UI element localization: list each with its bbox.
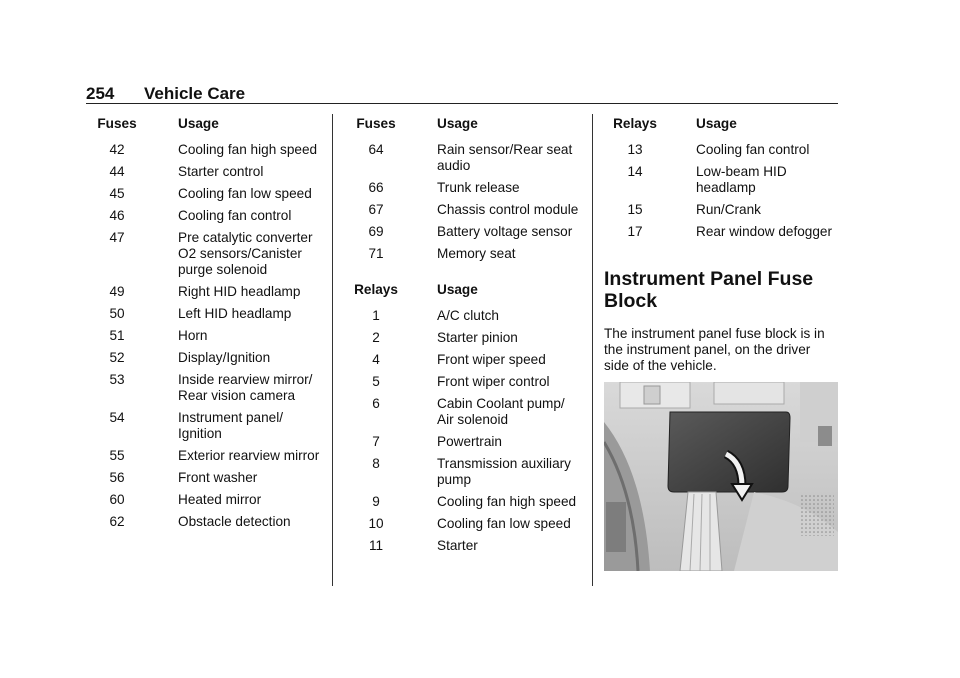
column-divider-2 bbox=[592, 114, 593, 586]
row-number: 13 bbox=[627, 142, 643, 157]
row-number: 55 bbox=[109, 448, 125, 463]
row-usage: Cooling fan high speed bbox=[437, 494, 577, 509]
table-row bbox=[86, 470, 322, 492]
fuse-block-cover-photo bbox=[604, 382, 838, 571]
table-row bbox=[604, 164, 840, 202]
row-usage: Cooling fan high speed bbox=[178, 142, 318, 157]
table-row bbox=[345, 180, 581, 202]
row-number: 2 bbox=[372, 330, 380, 345]
row-usage: Pre catalytic converter O2 sensors/Canister purge solenoid bbox=[178, 230, 313, 277]
row-number: 64 bbox=[368, 142, 384, 157]
table-row bbox=[345, 374, 581, 396]
table-row bbox=[345, 538, 581, 560]
table-row bbox=[86, 350, 322, 372]
fuse-block-photo-illustration bbox=[604, 382, 838, 571]
usage-header: Usage bbox=[696, 116, 737, 131]
row-usage: Chassis control module bbox=[437, 202, 579, 217]
relays-table-1 bbox=[345, 282, 581, 560]
row-usage: Transmission auxiliary pump bbox=[437, 456, 571, 487]
row-usage: Inside rearview mirror/ Rear vision camera bbox=[178, 372, 313, 403]
row-number: 47 bbox=[109, 230, 125, 245]
table-row bbox=[86, 448, 322, 470]
row-usage: Front wiper control bbox=[437, 374, 550, 389]
table-row bbox=[86, 372, 322, 410]
table-row bbox=[86, 328, 322, 350]
relays-table-2 bbox=[604, 116, 840, 246]
page-number: 254 bbox=[86, 84, 115, 103]
table-row bbox=[345, 224, 581, 246]
body-paragraph: The instrument panel fuse block is in the instrument panel, on the driver side of the vehicle. bbox=[604, 326, 825, 373]
row-usage: Right HID headlamp bbox=[178, 284, 301, 299]
table-row bbox=[345, 516, 581, 538]
column-divider-1 bbox=[332, 114, 333, 586]
row-usage: Rain sensor/Rear seat audio bbox=[437, 142, 573, 173]
section-title-header: Vehicle Care bbox=[144, 84, 246, 103]
table-row bbox=[345, 246, 581, 268]
table-row bbox=[604, 202, 840, 224]
row-number: 10 bbox=[368, 516, 384, 531]
row-number: 17 bbox=[627, 224, 643, 239]
row-usage: Cabin Coolant pump/ Air solenoid bbox=[437, 396, 565, 427]
row-number: 53 bbox=[109, 372, 125, 387]
table-row bbox=[86, 164, 322, 186]
row-usage: Trunk release bbox=[437, 180, 520, 195]
row-usage: Run/Crank bbox=[696, 202, 761, 217]
row-usage: Battery voltage sensor bbox=[437, 224, 573, 239]
row-number: 46 bbox=[109, 208, 125, 223]
row-usage: Starter pinion bbox=[437, 330, 518, 345]
table-row bbox=[345, 456, 581, 494]
row-number: 4 bbox=[372, 352, 380, 367]
row-number: 60 bbox=[109, 492, 125, 507]
row-number: 45 bbox=[109, 186, 125, 201]
row-usage: Exterior rearview mirror bbox=[178, 448, 320, 463]
table-row bbox=[86, 514, 322, 536]
table-row bbox=[345, 202, 581, 224]
row-usage: Front washer bbox=[178, 470, 258, 485]
table-row bbox=[86, 306, 322, 328]
row-usage: Instrument panel/ Ignition bbox=[178, 410, 284, 441]
row-number: 71 bbox=[368, 246, 384, 261]
row-number: 52 bbox=[109, 350, 125, 365]
row-number: 11 bbox=[368, 538, 384, 553]
table-row bbox=[345, 434, 581, 456]
relays-header: Relays bbox=[613, 116, 657, 131]
usage-header: Usage bbox=[437, 282, 478, 297]
row-number: 56 bbox=[109, 470, 125, 485]
usage-header: Usage bbox=[178, 116, 219, 131]
row-usage: Cooling fan control bbox=[696, 142, 810, 157]
column-2 bbox=[345, 116, 581, 560]
row-usage: Front wiper speed bbox=[437, 352, 546, 367]
row-number: 7 bbox=[372, 434, 380, 449]
table-row bbox=[345, 494, 581, 516]
row-usage: A/C clutch bbox=[437, 308, 499, 323]
row-number: 51 bbox=[109, 328, 125, 343]
row-number: 69 bbox=[368, 224, 384, 239]
fuses-header: Fuses bbox=[97, 116, 137, 131]
fuses-table-1 bbox=[86, 116, 322, 536]
row-number: 54 bbox=[109, 410, 125, 425]
table-row bbox=[604, 142, 840, 164]
row-usage: Starter control bbox=[178, 164, 264, 179]
row-number: 6 bbox=[372, 396, 380, 411]
row-usage: Memory seat bbox=[437, 246, 516, 261]
row-usage: Starter bbox=[437, 538, 478, 553]
row-number: 14 bbox=[627, 164, 643, 179]
table-row bbox=[345, 352, 581, 374]
fuses-table-1-body bbox=[86, 142, 322, 536]
row-number: 5 bbox=[372, 374, 380, 389]
row-usage: Obstacle detection bbox=[178, 514, 291, 529]
row-usage: Display/Ignition bbox=[178, 350, 271, 365]
row-usage: Powertrain bbox=[437, 434, 502, 449]
table-row bbox=[86, 410, 322, 448]
fuses-table-2 bbox=[345, 116, 581, 268]
usage-header: Usage bbox=[437, 116, 478, 131]
row-number: 67 bbox=[368, 202, 384, 217]
row-number: 44 bbox=[109, 164, 125, 179]
row-usage: Cooling fan low speed bbox=[437, 516, 571, 531]
section-heading: Instrument Panel Fuse Block bbox=[604, 268, 814, 312]
row-usage: Left HID headlamp bbox=[178, 306, 292, 321]
table-row bbox=[86, 492, 322, 514]
fuses-table-2-body bbox=[345, 142, 581, 268]
relays-table-1-body bbox=[345, 308, 581, 560]
relays-table-2-body bbox=[604, 142, 840, 246]
row-usage: Horn bbox=[178, 328, 208, 343]
row-usage: Cooling fan control bbox=[178, 208, 292, 223]
column-1 bbox=[86, 116, 322, 536]
table-row bbox=[86, 142, 322, 164]
table-row bbox=[604, 224, 840, 246]
row-number: 15 bbox=[627, 202, 643, 217]
table-row bbox=[345, 308, 581, 330]
table-row bbox=[345, 142, 581, 180]
fuses-header: Fuses bbox=[356, 116, 396, 131]
row-number: 50 bbox=[109, 306, 125, 321]
row-usage: Cooling fan low speed bbox=[178, 186, 312, 201]
row-number: 66 bbox=[368, 180, 384, 195]
table-row bbox=[86, 208, 322, 230]
table-row bbox=[345, 396, 581, 434]
row-number: 9 bbox=[372, 494, 380, 509]
row-usage: Low-beam HID headlamp bbox=[696, 164, 787, 195]
table-row bbox=[86, 284, 322, 306]
row-number: 8 bbox=[372, 456, 380, 471]
row-number: 42 bbox=[109, 142, 125, 157]
table-row bbox=[86, 186, 322, 208]
row-usage: Rear window defogger bbox=[696, 224, 833, 239]
row-number: 49 bbox=[109, 284, 125, 299]
row-usage: Heated mirror bbox=[178, 492, 262, 507]
relays-header: Relays bbox=[354, 282, 398, 297]
column-3 bbox=[604, 116, 840, 374]
header-rule bbox=[86, 103, 838, 104]
page-header bbox=[86, 84, 838, 104]
table-row bbox=[86, 230, 322, 284]
row-number: 62 bbox=[109, 514, 125, 529]
row-number: 1 bbox=[372, 308, 380, 323]
table-row bbox=[345, 330, 581, 352]
